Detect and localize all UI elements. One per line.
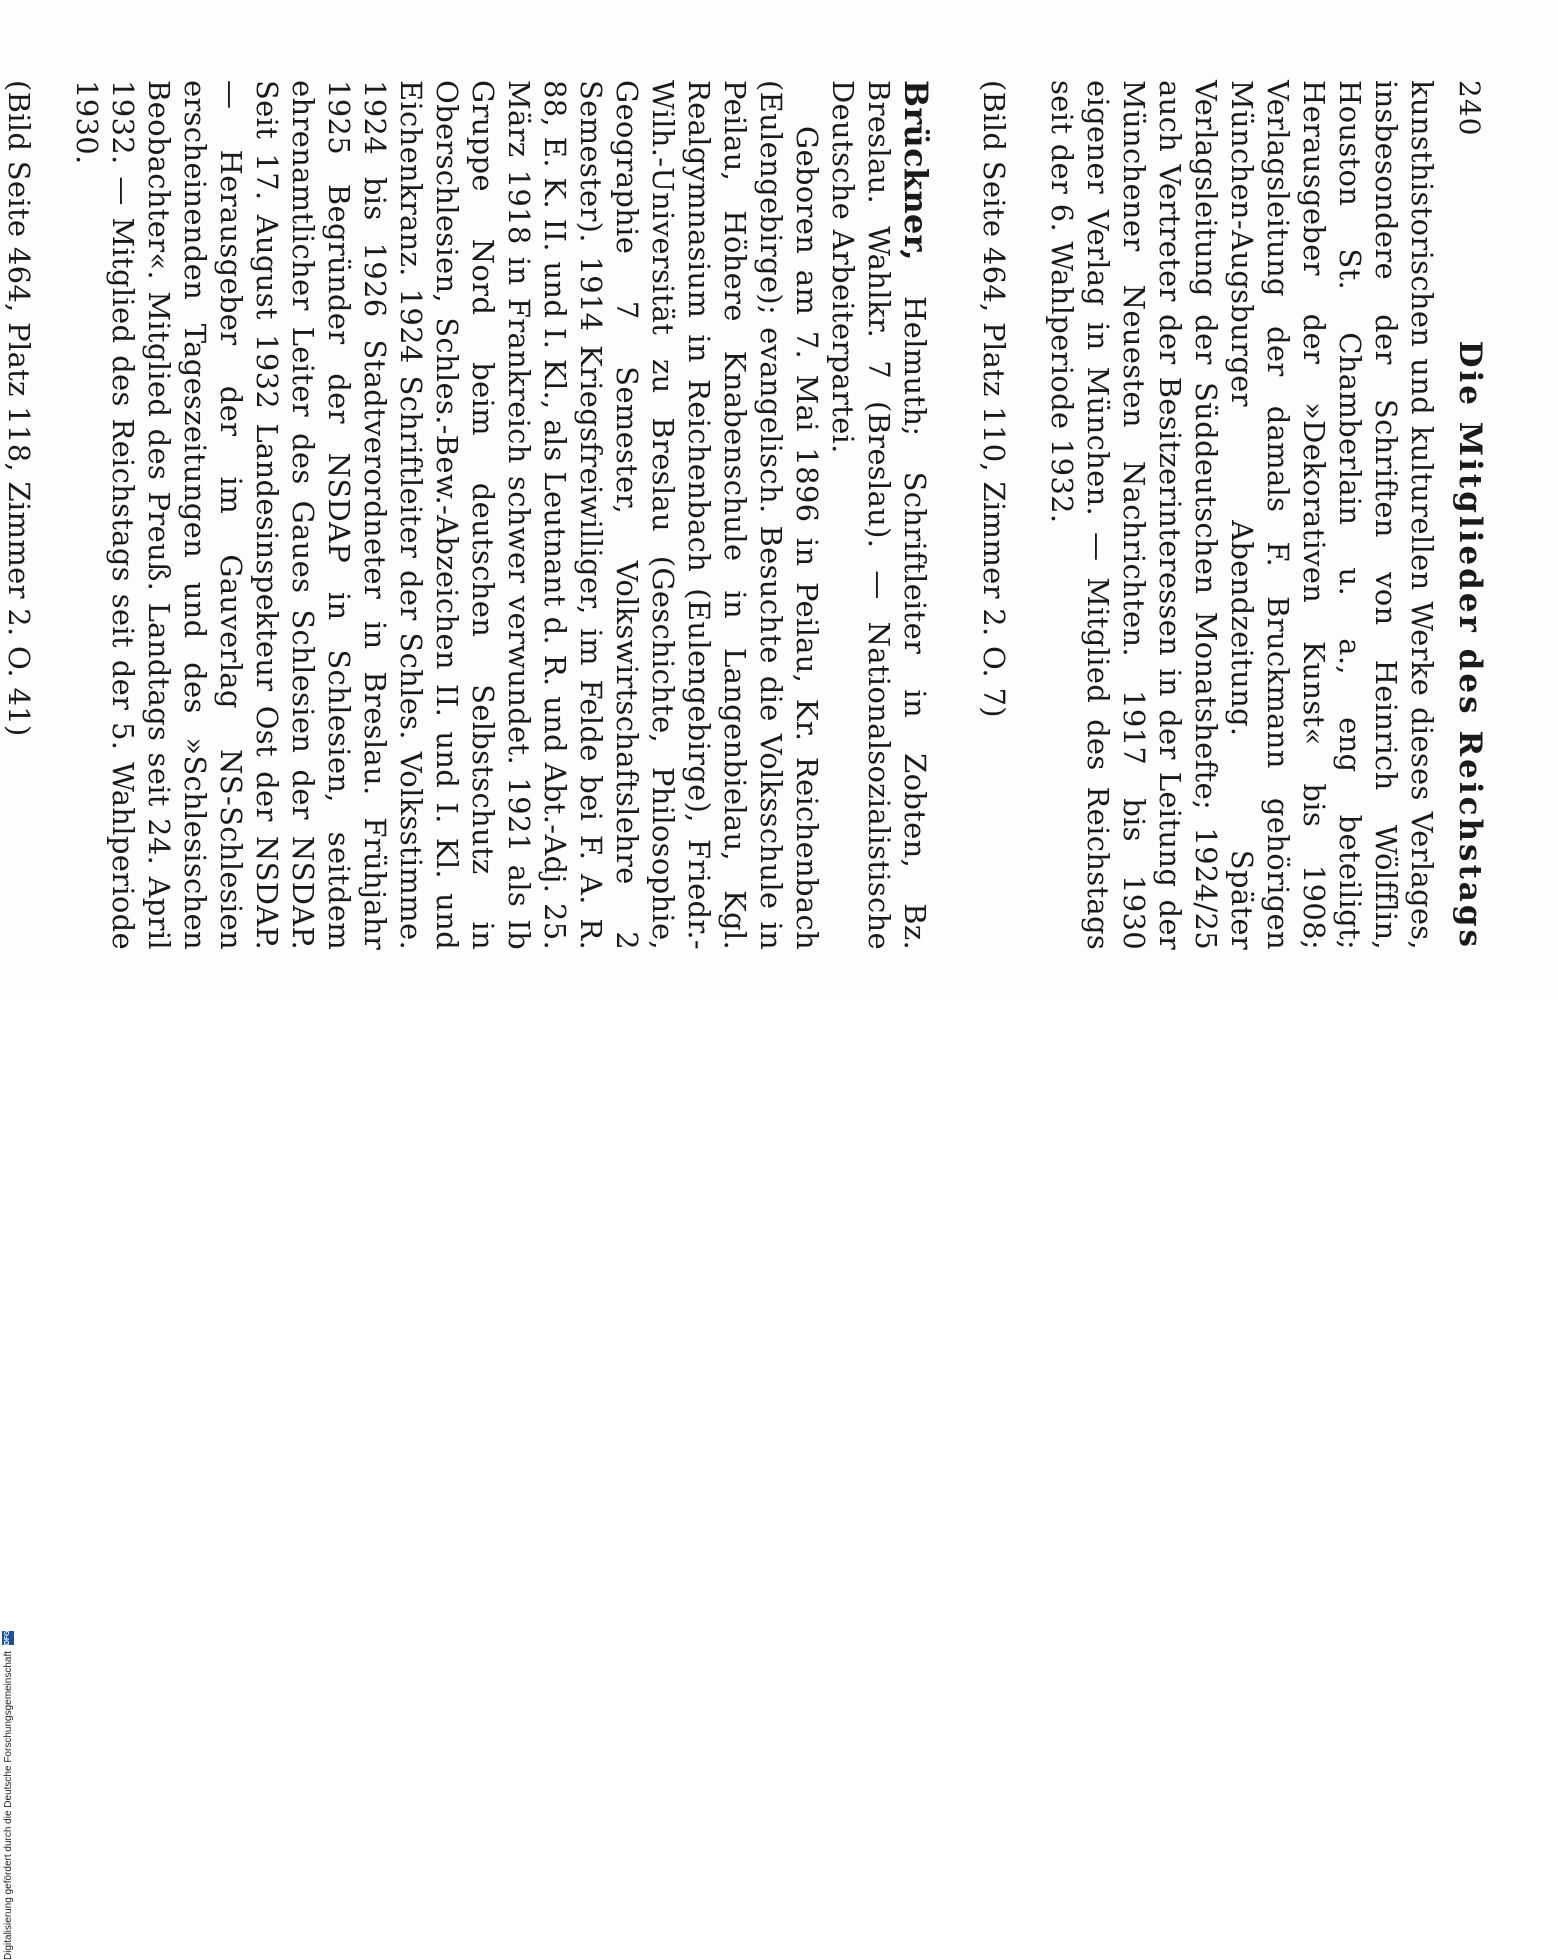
running-title: Die Mitglieder des Reichstags [1452, 340, 1488, 950]
page-number: 240 [1453, 80, 1486, 137]
photo-reference: (Bild Seite 464, Platz 118, Zimmer 2. O. 41) [2, 80, 36, 737]
page-header [1438, 80, 1498, 950]
dfg-logo: DFG [2, 1631, 14, 1645]
photo-reference: (Bild Seite 464, Platz 110, Zimmer 2. O. 7) [977, 80, 1011, 718]
entry-heading [825, 80, 934, 950]
continued-paragraph: kunsthistorischen und kulturellen Werke dieses Verlages, insbesondere der Schriften von Heinrich Wölfflin, Houston St. Chamberlain u. a., eng beteiligt; Herausgeber der »Dekorativen Kunst« bis 1908; Verlagsleitung der damals F. Bruckmann gehörigen München-Augsburger Abendzeitung. Später Verlagsleitung der Süddeutschen Monatshefte; 1924/25 auch Vertreter der Besitzerinteressen in der Leitung der Münchener Neuesten Nachrichten. 1917 bis 1930 eigener Verlag in München. — Mitglied des Reichstags seit der 6. Wahlperiode 1932. [1045, 80, 1439, 950]
page-body [0, 80, 1440, 950]
entry-body: Geboren am 7. Mai 1896 in Peilau, Kr. Reichenbach (Eulengebirge); evangelisch. Besuchte die Volksschule in Peilau, Höhere Knabenschule in Langenbielau, Kgl. Realgymnasium in Reichenbach (Eulengebirge), Friedr.-Wilh.-Universität zu Breslau (Geschichte, Philosophie, Geographie 7 Semester, Volkswirtschaftslehre 2 Semester). 1914 Kriegsfreiwilliger, im Felde bei F. A. R. 88, E. K. II. und I. Kl., als Leutnant d. R. und Abt.-Adj. 25. März 1918 in Frankreich schwer verwundet. 1921 als Ib Gruppe Nord beim deutschen Selbstschutz in Oberschlesien, Schles.-Bew.-Abzeichen II. und I. Kl. und Eichenkranz. 1924 Schriftleiter der Schles. Volksstimme. 1924 bis 1926 Stadtverordneter in Breslau. Frühjahr 1925 Begründer der NSDAP in Schlesien, seitdem ehrenamtlicher Leiter des Gaues Schlesien der NSDAP. Seit 17. August 1932 Landesinspekteur Ost der NSDAP. — Herausgeber der im Gauverlag NS-Schlesien erscheinenden Tageszeitungen und des »Schlesischen Beobachter«. Mitglied des Preuß. Landtags seit 24. April 1932. — Mitglied des Reichstags seit der 5. Wahlperiode 1930. [70, 80, 824, 950]
credit-strip [0, 968, 1558, 1960]
dfg-credit [2, 1560, 16, 1960]
entry-name: Brückner, [897, 80, 935, 261]
biography-entry [1, 80, 934, 950]
credit-text: Digitalisierung gefördert durch die Deutsche Forschungsgemeinschaft [3, 1650, 14, 1960]
entry-heading-text: Helmuth; Schriftleiter in Zobten, Bz. Breslau. Wahlkr. 7 (Breslau). — Nationalsozialistische Deutsche Arbeiterpartei. [826, 80, 932, 950]
